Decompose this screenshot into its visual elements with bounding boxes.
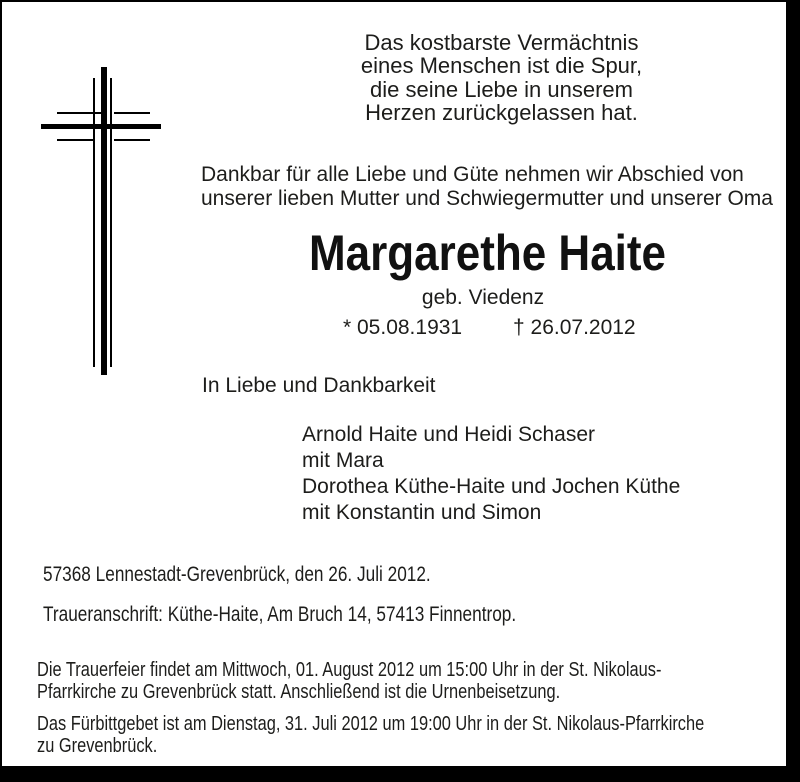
cross-vertical-bar [101,67,107,375]
cross-horizontal-line-top-left [57,112,101,114]
mourner-line: mit Mara [302,449,384,472]
condolence-address: Traueranschrift: Küthe-Haite, Am Bruch 14, 57413 Finnentrop. [43,603,517,626]
verse-line: Herzen zurückgelassen hat. [365,100,638,126]
announcement-line: Dankbar für alle Liebe und Güte nehmen wir Abschied von [201,163,744,186]
memorial-verse [329,31,674,125]
farewell-phrase: In Liebe und Dankbarkeit [202,374,436,397]
mourner-line: mit Konstantin und Simon [302,501,542,524]
mourners-list [302,422,680,526]
announcement-line: unserer lieben Mutter und Schwiegermutter und unserer Oma [201,186,773,210]
funeral-info-line: Pfarrkirche zu Grevenbrück statt. Anschließend ist die Urnenbeisetzung. [37,681,561,703]
death-date: † 26.07.2012 [513,316,636,339]
funeral-info-line: Die Trauerfeier findet am Mittwoch, 01. August 2012 um 15:00 Uhr in der St. Nikolaus- [37,659,662,681]
verse-line: die seine Liebe in unserem [370,76,633,102]
cross-horizontal-line-top-right [114,112,150,114]
cross-vertical-line-right [110,78,112,367]
place-and-date: 57368 Lennestadt-Grevenbrück, den 26. Juli 2012. [43,563,431,586]
cross-horizontal-line-bottom-right [114,139,150,141]
mourner-line: Dorothea Küthe-Haite und Jochen Küthe [302,475,681,498]
cross-horizontal-bar [41,124,161,129]
funeral-service-info [37,659,661,703]
cross-horizontal-line-bottom-left [57,139,93,141]
memorial-cross-icon [0,0,200,400]
cross-vertical-line-left [93,78,95,367]
prayer-service-info [37,713,704,757]
verse-line: Das kostbarste Vermächtnis [364,30,639,55]
maiden-name: geb. Viedenz [421,286,545,309]
prayer-info-line: zu Grevenbrück. [37,735,158,757]
farewell-announcement [201,163,773,210]
prayer-info-line: Das Fürbittgebet ist am Dienstag, 31. Juli 2012 um 19:00 Uhr in der St. Nikolaus-Pfarrkirche [37,713,705,735]
verse-line: eines Menschen ist die Spur, [360,53,643,79]
mourner-line: Arnold Haite und Heidi Schaser [302,423,595,446]
deceased-name: Margarethe Haite [309,225,667,281]
birth-date: * 05.08.1931 [343,316,463,339]
